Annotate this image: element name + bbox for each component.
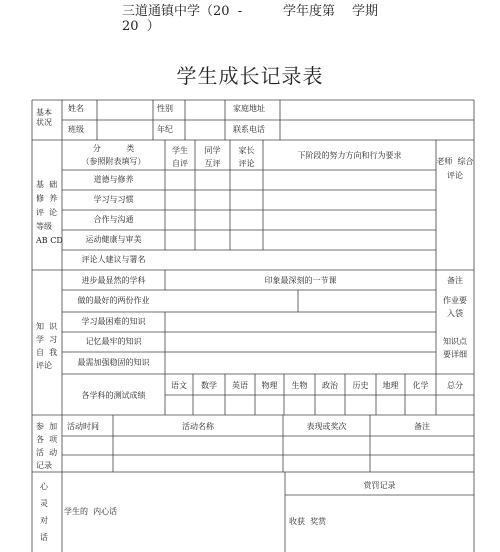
progress-subject-label: 进步最显然的学科 xyxy=(81,276,146,285)
test-scores-label: 各学科的测试成绩 xyxy=(81,391,146,400)
reward-gains-label: 收获 奖赏 xyxy=(289,517,327,526)
activity-section-label: 参 加 各 项 活 动 记录 xyxy=(36,422,58,470)
category-header: 分 类 xyxy=(92,144,135,153)
age-label: 年纪 xyxy=(157,125,173,134)
gender-label: 性别 xyxy=(157,104,173,113)
school-year-range: 20 ） xyxy=(122,19,160,34)
student-self-eval-header: 学生 自评 xyxy=(172,146,188,168)
knowledge-section-label: 知 识 学 习 自 我 评论 xyxy=(36,322,58,370)
heart-section-label: 心 灵 对 话 xyxy=(40,482,48,542)
teacher-eval-header: 老师 综合 评论 xyxy=(436,157,474,180)
consolidate-knowledge-label: 最需加强稳固的知识 xyxy=(77,358,150,367)
homework-note: 作业要 入袋 xyxy=(443,296,467,318)
memorable-lesson-label: 印象最深刻的一节课 xyxy=(264,276,337,285)
eval-item: 学习与习惯 xyxy=(93,195,134,204)
class-label: 班级 xyxy=(68,125,84,134)
activity-performance-header: 表现或奖次 xyxy=(306,422,347,431)
eval-item: 合作与沟通 xyxy=(93,215,134,224)
best-homework-label: 做的最好的两份作业 xyxy=(77,296,150,305)
subject-header: 语文 xyxy=(171,381,187,390)
basic-section-label: 基本 状况 xyxy=(36,108,52,127)
reward-punish-record-label: 赏罚记录 xyxy=(363,481,396,490)
category-note: （参照附表填写） xyxy=(81,157,146,166)
subject-header: 政治 xyxy=(322,381,338,390)
name-label: 姓名 xyxy=(68,104,84,113)
subject-header: 数学 xyxy=(201,381,217,390)
direction-header: 下阶段的努力方向和行为要求 xyxy=(297,151,402,160)
page-title: 学生成长记录表 xyxy=(176,64,324,88)
school-name: 三道通镇中学（20 - xyxy=(122,4,243,19)
parent-eval-header: 家长 评论 xyxy=(238,146,255,168)
eval-item: 运动健康与审美 xyxy=(85,235,142,244)
peer-eval-header: 同学 互评 xyxy=(204,146,221,168)
subject-header: 历史 xyxy=(352,381,369,390)
subject-header: 物理 xyxy=(261,381,278,390)
knowledge-points-note: 知识点 要详细 xyxy=(443,337,467,359)
hardest-knowledge-label: 学习最困难的知识 xyxy=(81,317,146,326)
term-label: 学期 xyxy=(352,4,379,19)
activity-time-header: 活动时间 xyxy=(67,422,99,431)
subject-header: 生物 xyxy=(291,381,308,390)
knowledge-remark-header: 备注 xyxy=(447,276,463,285)
subject-header: 英语 xyxy=(232,381,248,390)
activity-remark-header: 备注 xyxy=(414,422,430,431)
student-inner-words-label: 学生的 内心话 xyxy=(64,507,118,516)
year-label: 学年度第 xyxy=(283,4,336,19)
total-score-header: 总分 xyxy=(447,381,463,390)
activity-name-header: 活动名称 xyxy=(182,422,214,431)
address-label: 家庭地址 xyxy=(233,104,265,113)
evaluator-suggestion-label: 评论人建议与署名 xyxy=(81,255,146,264)
evaluation-section-label: 基 础 修 养 评 论 等级 AB CD xyxy=(36,180,63,245)
subject-header: 地理 xyxy=(382,381,399,390)
subject-header: 化学 xyxy=(412,381,429,390)
phone-label: 联系电话 xyxy=(233,125,265,134)
firmest-knowledge-label: 记忆最牢的知识 xyxy=(85,337,142,346)
eval-item: 道德与修养 xyxy=(93,175,134,184)
